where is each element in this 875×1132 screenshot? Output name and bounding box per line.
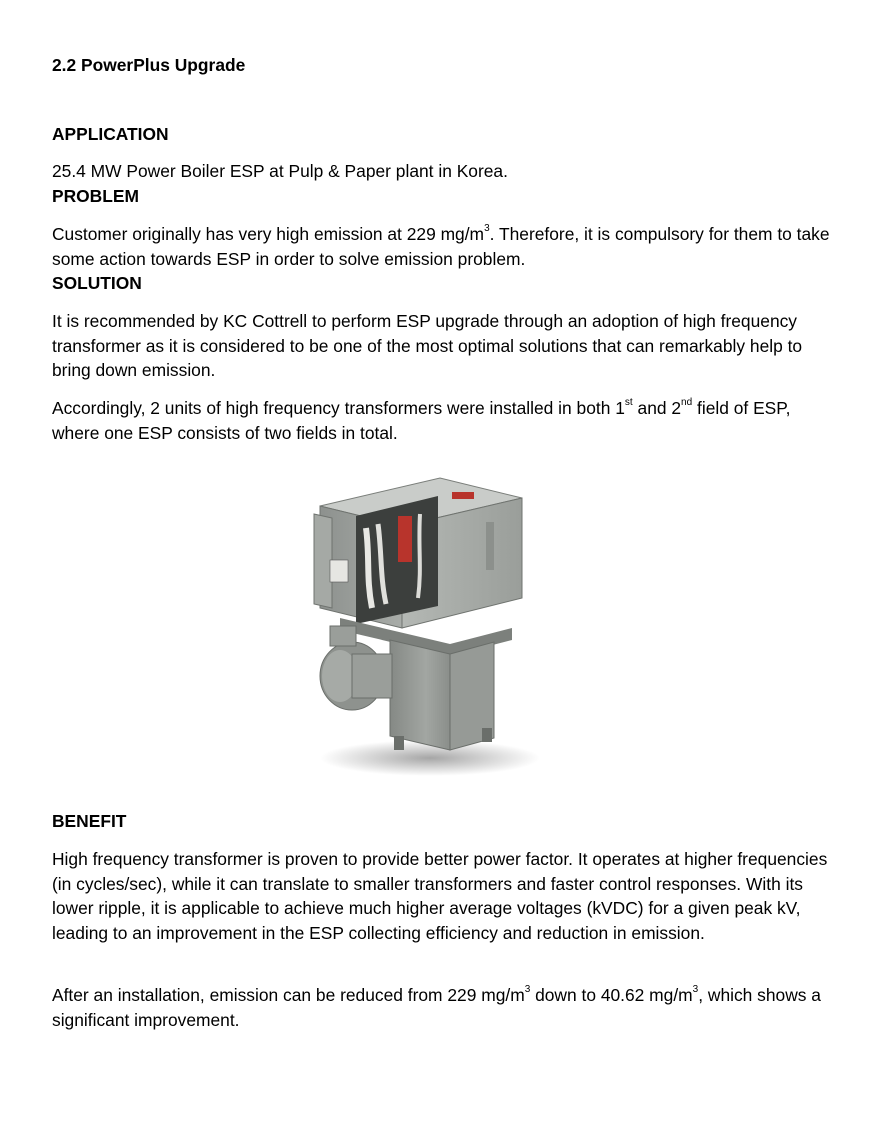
application-text: 25.4 MW Power Boiler ESP at Pulp & Paper plant in Korea. bbox=[52, 161, 508, 181]
solution-paragraph-2: Accordingly, 2 units of high frequency transformers were installed in both 1st and 2nd field of ESP, where one ESP consists of two fields in total. bbox=[52, 397, 791, 443]
benefit-paragraph-1: High frequency transformer is proven to provide better power factor. It operates at higher frequencies (in cycles/sec), while it can translate to smaller transformers and faster control responses. With its lower ripple, it is applicable to achieve much higher average voltages (kVDC) for a given peak kV, leading to an improvement in the ESP collecting efficiency and reduction in emission. bbox=[52, 849, 828, 943]
solution-label: SOLUTION bbox=[52, 273, 142, 293]
benefit-paragraph-2: After an installation, emission can be reduced from 229 $mg/m^3$ down to 40.62 $mg/m^3$, which shows a significant improvement. bbox=[52, 984, 821, 1030]
section-title: 2.2 PowerPlus Upgrade bbox=[52, 55, 246, 75]
benefit-label: BENEFIT bbox=[52, 811, 127, 831]
application-label: APPLICATION bbox=[52, 124, 169, 144]
solution-paragraph-1: It is recommended by KC Cottrell to perform ESP upgrade through an adoption of high frequency transformer as it is considered to be one of the most optimal solutions that can remarkably help to bring down emission. bbox=[52, 311, 803, 380]
problem-label: PROBLEM bbox=[52, 186, 139, 206]
transformer-unit-image bbox=[300, 458, 540, 780]
problem-text: Customer originally has very high emission at 229 $mg/m^3$. Therefore, it is compulsory for them to take some action towards ESP in order to solve emission problem. bbox=[52, 223, 830, 269]
